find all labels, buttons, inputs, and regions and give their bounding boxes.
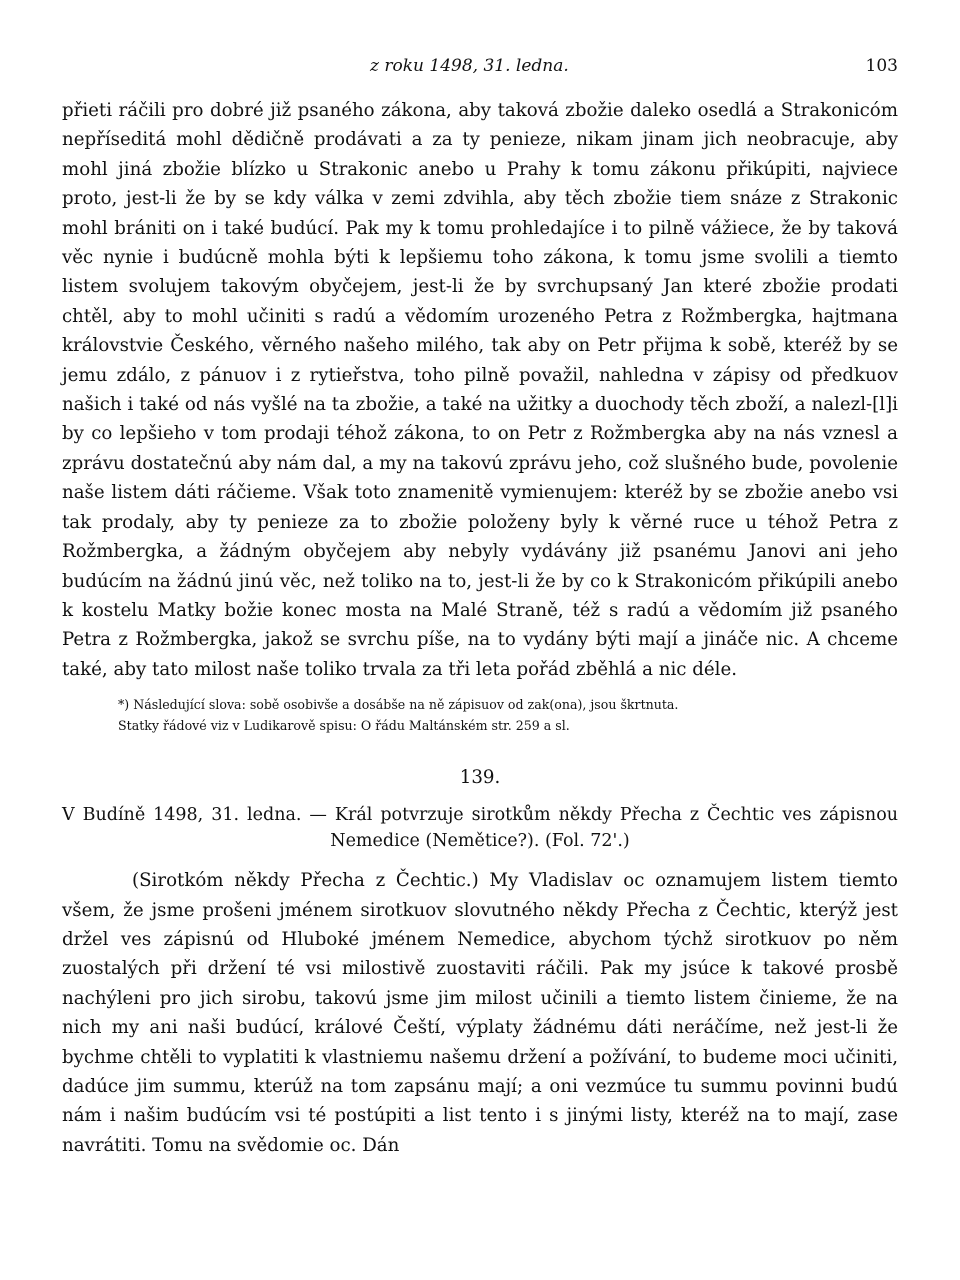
running-head — [62, 50, 898, 80]
main-text-block — [62, 96, 898, 684]
document-text-block — [62, 866, 898, 1160]
document-number: 139. — [459, 767, 501, 789]
regest-line-2: Nemedice (Nemětice?). (Fol. 72'.) — [330, 831, 630, 852]
document-regest — [62, 802, 898, 854]
footnote-2: Statky řádové viz v Ludikarově spisu: O řádu Maltánském str. 259 a sl. — [118, 718, 570, 734]
book-page — [62, 50, 898, 1160]
main-paragraph: přieti ráčili pro dobré již psaného zákona, aby taková zbožie daleko osedlá a Strakonicóm nepříseditá mohl dědičně prodávati a za ty penieze, nikam jinam jich neobracuje, aby mohl jiná zbožie blízko u Strakonic anebo u Prahy k tomu zákonu přikúpiti, najviece proto, jest-li že by se kdy válka v zemi zdvihla, aby těch zbožie tiem snáze z Strakonic mohl brániti on i také budúcí. Pak my k tomu prohledajíce i to pilně vážiece, že by taková věc nynie i budúcně mohla býti k lepšiemu toho zákona, k tomu jsme svolili a tiemto listem svolujem takovým obyčejem, jest-li že by svrchupsaný Jan které zbožie prodati chtěl, aby to mohl učiniti s radú a vědomím urozeného Petra z Rožmbergka, hajtmana královstvie Českého, věrného našeho milého, tak aby on Petr přijma k sobě, kteréž by se jemu zdálo, z pánuov i z rytieřstva, toho pilně považil, nahledna v zápisy od předkuov našich i také od nás vyšlé na ta zbožie, a také na užitky a duochody těch zboží, a nalezl-[l]i by co lepšieho v tom prodaji téhož zákona, to on Petr z Rožmbergka aby na nás vznesl a zprávu dostatečnú aby nám dal, a my na takovú zprávu jeho, což slušného bude, povolenie naše listem dáti ráčieme. Však toto znamenitě vymienujem: kteréž by se zbožie anebo vsi tak prodaly, aby ty penieze za to zbožie položeny byly k věrné ruce u téhož Petra z Rožmbergka, a žádným obyčejem aby nebyly vydávány již psanému Janovi ani jeho budúcím na žádnú jinú věc, než toliko na to, jest-li že by co k Strakonicóm přikúpili anebo k kostelu Matky božie konec mosta na Malé Straně, též s radú a vědomím již psaného Petra z Rožmbergka, jakož se svrchu píše, na to vydány býti mají a jináče nic. A chceme také, aby tato milost naše toliko trvala za tři leta pořád zběhlá a nic déle. — [62, 100, 898, 680]
running-head-title: z roku 1498, 31. ledna. — [370, 56, 569, 76]
regest-line-1: V Budíně 1498, 31. ledna. — Král potvrzuje sirotkům někdy Přecha z Čechtic ves zápisnou — [62, 805, 898, 826]
footnotes — [118, 694, 898, 736]
footnote-1: *) Následující slova: sobě osobivše a dosábše na ně zápisuov od zak(ona), jsou škrtnuta. — [118, 697, 679, 713]
page-number: 103 — [865, 56, 898, 76]
document-paragraph: (Sirotkóm někdy Přecha z Čechtic.) My Vladislav oc oznamujem listem tiemto všem, že jsme prošeni jménem sirotkuov slovutného někdy Přecha z Čechtic, kterýž jest držel ves zápisnú od Hluboké jménem Nemedice, abychom týchž sirotkuov po něm zuostalých při držení té vsi milostivě zuostaviti ráčili. Pak my jsúce k takové prosbě nachýleni pro jich sirobu, takovú jsme jim milost učinili a tiemto listem činieme, že na nich my ani naši budúcí, králové Čeští, výplaty žádnému dáti neráčíme, než jest-li že bychme chtěli to vyplatiti k vlastniemu našemu držení a požívání, to budeme moci učiniti, dadúce jim summu, kterúž na tom zapsánu mají; a oni vezmúce tu summu povinni budú nám i našim budúcím vsi té postúpiti a list tento i s jinými listy, kteréž na to mají, zase navrátiti. Tomu na svědomie oc. Dán — [62, 870, 898, 1156]
